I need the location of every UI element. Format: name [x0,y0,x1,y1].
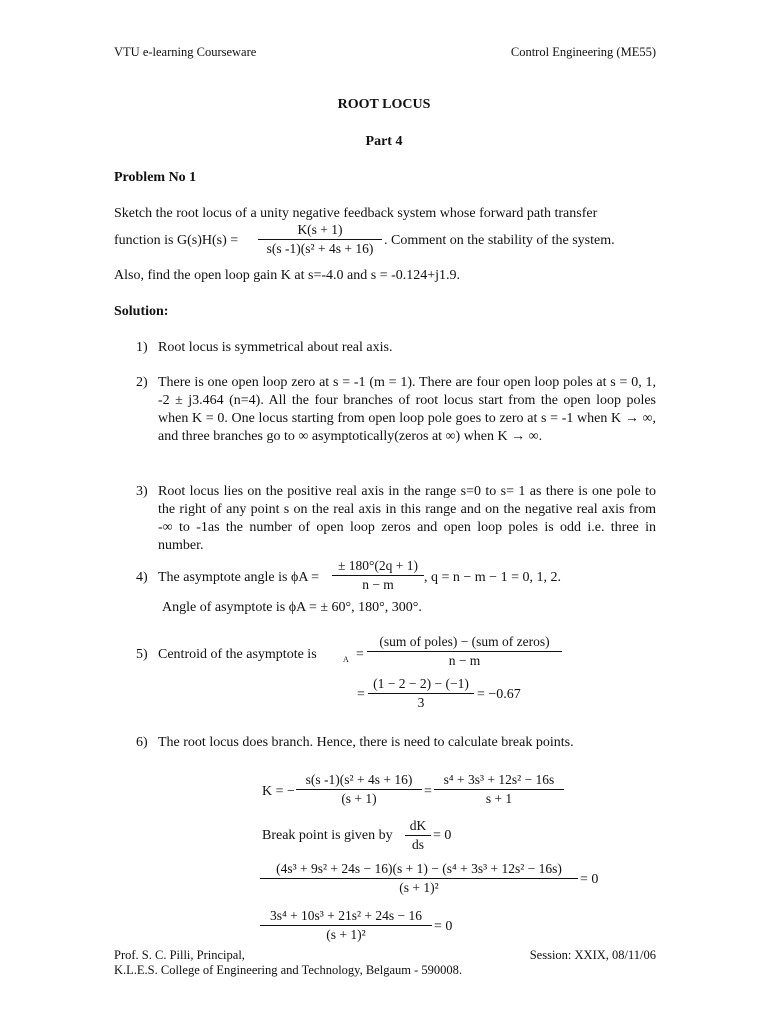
dk-ds-fraction [405,818,431,853]
problem-tf-prefix: function is G(s)H(s) = [114,233,239,248]
solution-item-1 [136,339,656,357]
asymptote-angle-suffix: , q = n − m − 1 = 0, 1, 2. [424,570,561,585]
fraction-numerator: s(s -1)(s² + 4s + 16) [296,772,422,790]
centroid-fraction-values [368,676,474,711]
fraction-denominator: (s + 1)² [326,927,366,942]
fraction-denominator: ds [411,837,424,852]
centroid-prefix: Centroid of the asymptote is [158,647,317,662]
asymptote-angles: Angle of asymptote is ϕA = ± 60°, 180°, 300°. [162,600,422,615]
header-left: VTU e-learning Courseware [114,45,257,59]
solution-item-6 [136,734,656,752]
solution-item-3 [136,483,656,555]
breakpoint-text: Break point is given by [262,828,393,843]
tf-numerator: K(s + 1) [258,222,382,240]
fraction-numerator: (4s³ + 9s² + 24s − 16)(s + 1) − (s⁴ + 3s³ + 12s² − 16s) [260,861,578,879]
header-right: Control Engineering (ME55) [510,45,656,59]
problem-heading: Problem No 1 [114,170,197,185]
fraction-denominator: n − m [448,653,481,668]
item-text: There is one open loop zero at s = -1 (m = 1). There are four open loop poles at s = 0, 1, -2 ± j3.464 (n=4). All the four branches of root locus start from the open loop poles when K = 0. One locus starting from open loop pole goes to zero at s = -1 when K → ∞, and three branches go to ∞ asymptotically(zeros at ∞) when K → ∞. [158,375,656,444]
k-label: K = − [262,784,295,799]
fraction-denominator: s + 1 [485,791,513,806]
sigma-subscript: A [343,655,349,664]
fraction-numerator: (sum of poles) − (sum of zeros) [367,634,562,652]
item-4-number: 4) [136,570,148,585]
solution-heading: Solution: [114,304,169,319]
fraction-denominator: (s + 1) [341,791,377,806]
centroid-equals-2: = [357,687,365,702]
footer-college: K.L.E.S. College of Engineering and Technology, Belgaum - 590008. [114,963,463,977]
item-5-number: 5) [136,647,148,662]
derivative-fraction-1 [260,861,578,896]
problem-line-3: Also, find the open loop gain K at s=-4.0 and s = -0.124+j1.9. [114,268,461,283]
derivative-rhs-2: = 0 [434,919,453,934]
k-fraction-1 [296,772,422,807]
fraction-numerator: (1 − 2 − 2) − (−1) [368,676,474,694]
centroid-result: = −0.67 [477,687,521,702]
fraction-numerator: s⁴ + 3s³ + 12s² − 16s [434,772,564,790]
fraction-numerator: ± 180°(2q + 1) [332,558,424,576]
fraction-numerator: 3s⁴ + 10s³ + 21s² + 24s − 16 [260,908,432,926]
fraction-denominator: 3 [417,695,425,710]
centroid-equals: = [356,647,364,662]
item-number: 2) [136,375,148,390]
k-fraction-2 [434,772,564,807]
item-text: Root locus is symmetrical about real axis. [158,340,393,355]
item-text: Root locus lies on the positive real axis in the range s=0 to s= 1 as there is one pole to the right of any point s on the real axis in this range and on the negative real axis from -∞ to -1as the number of open loop zeros and open loop poles is odd i.e. three in number. [158,484,656,553]
derivative-fraction-2 [260,908,432,943]
item-number: 1) [136,340,148,355]
fraction-denominator: (s + 1)² [399,880,439,895]
fraction-denominator: n − m [362,577,394,592]
footer-author: Prof. S. C. Pilli, Principal, [114,948,245,962]
page-subtitle: Part 4 [365,134,403,149]
footer-session: Session: XXIX, 08/11/06 [529,948,656,962]
problem-tf-suffix: . Comment on the stability of the system. [384,233,615,248]
tf-denominator: s(s -1)(s² + 4s + 16) [266,241,374,256]
transfer-function [258,222,382,257]
problem-line-1: Sketch the root locus of a unity negative feedback system whose forward path transfer [114,206,598,221]
asymptote-angle-prefix: The asymptote angle is ϕA = [158,570,320,585]
page-title: ROOT LOCUS [337,97,431,112]
breakpoint-equals: = 0 [433,828,452,843]
item-number: 3) [136,484,148,499]
asymptote-angle-fraction [332,558,424,593]
item-text: The root locus does branch. Hence, there is need to calculate break points. [158,735,574,750]
centroid-fraction-general [367,634,562,669]
solution-item-2 [136,374,656,446]
k-equals: = [424,784,432,799]
item-number: 6) [136,735,148,750]
derivative-rhs-1: = 0 [580,872,599,887]
fraction-numerator: dK [405,818,431,836]
